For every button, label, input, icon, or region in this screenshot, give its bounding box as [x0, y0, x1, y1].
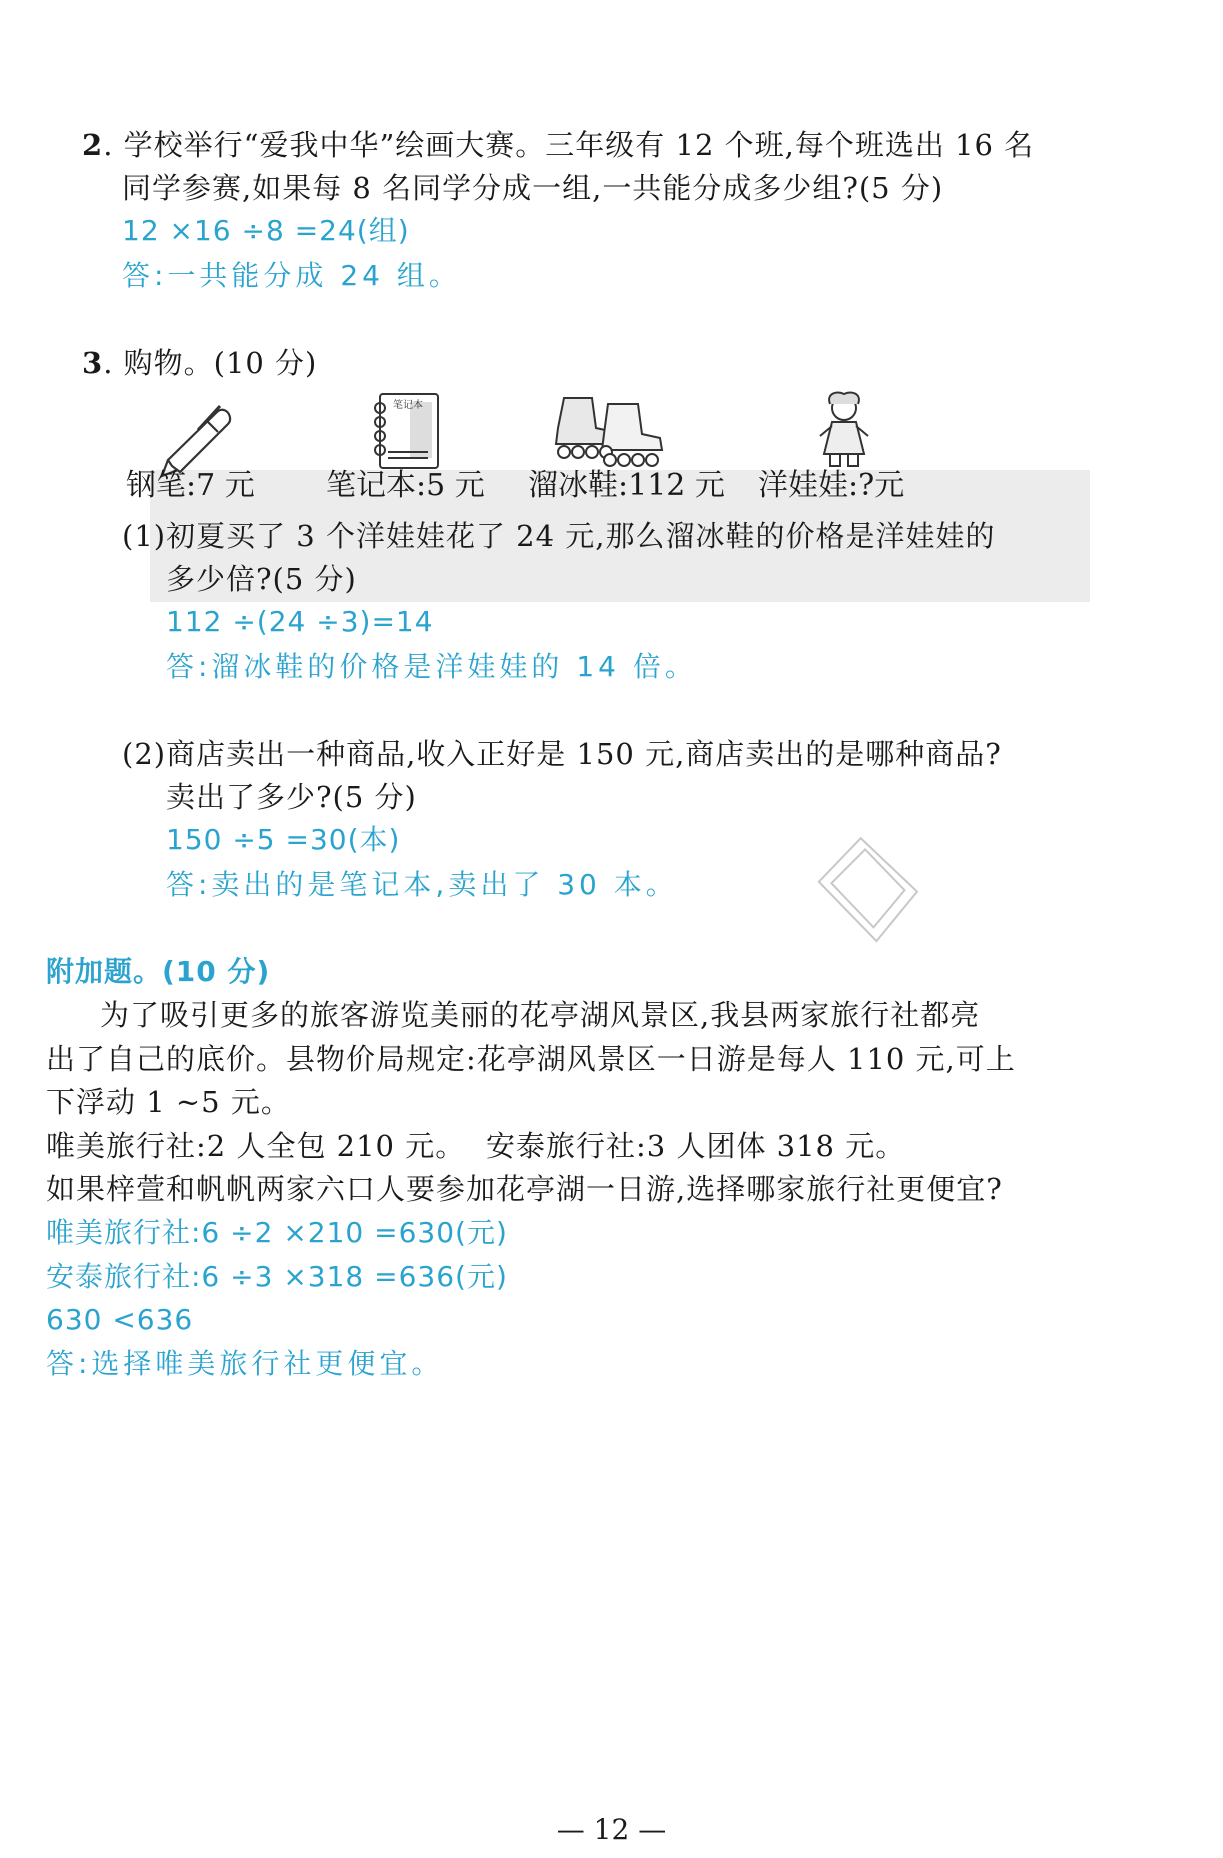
q3-title: 3. 购物。(10 分)	[82, 346, 318, 380]
bonus-agency-a: 唯美旅行社:2 人全包 210 元。	[46, 1129, 466, 1163]
roller-skates-icon	[548, 392, 678, 472]
item-label-doll: 洋娃娃:?元	[758, 468, 905, 503]
q3-number: 3	[82, 346, 104, 380]
bonus-answer-a: 唯美旅行社:6 ÷2 ×210 =630(元)	[46, 1216, 508, 1249]
q3-sub1-line1: (1)初夏买了 3 个洋娃娃花了 24 元,那么溜冰鞋的价格是洋娃娃的	[122, 519, 996, 553]
bonus-title: 附加题。(10 分)	[46, 955, 271, 988]
q3-sub2-answer-calc: 150 ÷5 =30(本)	[166, 823, 401, 856]
bonus-para-line2: 出了自己的底价。县物价局规定:花亭湖风景区一日游是每人 110 元,可上	[46, 1042, 1016, 1076]
item-label-notebook: 笔记本:5 元	[326, 468, 485, 503]
q2-answer-calc: 12 ×16 ÷8 =24(组)	[122, 214, 410, 247]
bonus-answer-b: 安泰旅行社:6 ÷3 ×318 =636(元)	[46, 1260, 508, 1293]
q3-sub1-answer-calc: 112 ÷(24 ÷3)=14	[166, 605, 434, 638]
q3-sub1-answer-text: 答:溜冰鞋的价格是洋娃娃的 14 倍。	[166, 650, 697, 683]
notebook-icon	[370, 392, 442, 472]
q2-line2: 同学参赛,如果每 8 名同学分成一组,一共能分成多少组?(5 分)	[122, 171, 944, 205]
q2-number: 2	[82, 128, 104, 162]
q2-line1: 2. 学校举行“爱我中华”绘画大赛。三年级有 12 个班,每个班选出 16 名	[82, 128, 1035, 162]
bonus-question: 如果梓萱和帆帆两家六口人要参加花亭湖一日游,选择哪家旅行社更便宜?	[46, 1172, 1003, 1206]
q3-sub2-answer-text: 答:卖出的是笔记本,卖出了 30 本。	[166, 868, 678, 901]
notebook-cover-text: 笔记本	[393, 400, 423, 411]
item-label-roller-skates: 溜冰鞋:112 元	[528, 468, 725, 503]
item-label-pen: 钢笔:7 元	[126, 468, 255, 503]
q3-sub1-line2: 多少倍?(5 分)	[166, 562, 357, 596]
page-number: — 12 —	[556, 1813, 667, 1846]
bonus-answer-final: 答:选择唯美旅行社更便宜。	[46, 1347, 444, 1380]
bonus-para-line1: 为了吸引更多的旅客游览美丽的花亭湖风景区,我县两家旅行社都亮	[100, 998, 981, 1032]
q3-sub2-line2: 卖出了多少?(5 分)	[166, 780, 417, 814]
q3-sub2-line1: (2)商店卖出一种商品,收入正好是 150 元,商店卖出的是哪种商品?	[122, 737, 1002, 771]
doll-icon	[810, 390, 880, 472]
q2-answer-text: 答:一共能分成 24 组。	[122, 259, 461, 292]
watermark-stamp-icon	[812, 832, 922, 952]
bonus-agency-b: 安泰旅行社:3 人团体 318 元。	[486, 1129, 906, 1163]
bonus-answer-compare: 630 <636	[46, 1303, 194, 1336]
bonus-para-line3: 下浮动 1 ~5 元。	[46, 1085, 291, 1119]
